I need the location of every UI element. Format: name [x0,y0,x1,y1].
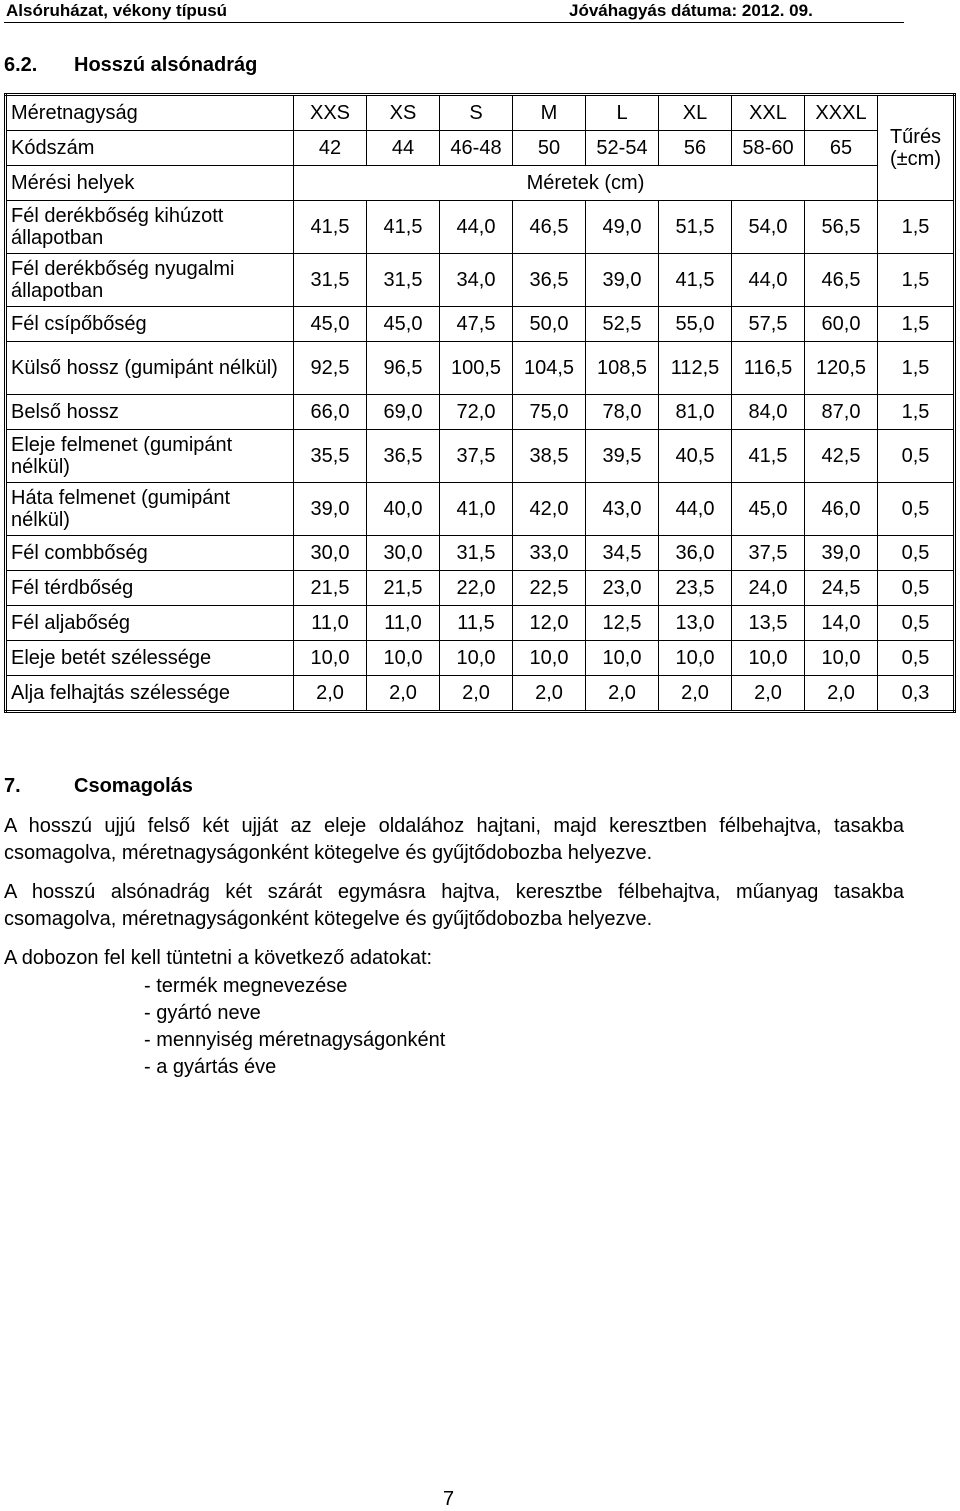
code-cell: 50 [513,131,586,166]
packaging-heading [4,775,193,798]
measurement-value: 78,0 [586,395,659,430]
packaging-title: Csomagolás [74,775,193,797]
code-cell: 52-54 [586,131,659,166]
section-number: 6.2. [4,54,38,76]
measurement-value: 44,0 [440,201,513,254]
tolerance-value: 0,5 [878,641,955,676]
measure-unit: Méretek (cm) [294,166,878,201]
measurement-value: 10,0 [659,641,732,676]
measurement-value: 14,0 [805,606,878,641]
section-title: Hosszú alsónadrág [74,54,258,76]
page-number: 7 [443,1488,455,1510]
measurement-value: 55,0 [659,307,732,342]
measurement-value: 22,0 [440,571,513,606]
measurement-row [6,342,955,395]
measurement-label [6,307,294,342]
measurement-label [6,430,294,483]
measurement-value: 41,5 [732,430,805,483]
measurement-value: 40,0 [367,483,440,536]
measurement-value: 10,0 [732,641,805,676]
measurement-value: 50,0 [513,307,586,342]
measurement-value: 120,5 [805,342,878,395]
measurement-row [6,641,955,676]
measurement-label-text: Eleje betét szélessége [11,646,212,669]
measurement-value: 41,5 [659,254,732,307]
code-cell: 65 [805,131,878,166]
measurement-label [6,676,294,712]
packaging-paragraph-1: A hosszú ujjú felső két ujját az eleje oldalához hajtani, majd keresztben félbehajtva, tasakba csomagolva, méretnagyságonként kötegelve és gyűjtődobozba helyezve. [4,815,904,864]
measurement-value: 45,0 [294,307,367,342]
measurement-value: 54,0 [732,201,805,254]
measurement-value: 46,5 [805,254,878,307]
header-approval-date: Jóváhagyás dátuma: 2012. 09. [569,1,813,20]
measurement-value: 108,5 [586,342,659,395]
size-cell: XXS [294,95,367,131]
measurement-value: 31,5 [367,254,440,307]
measurement-value: 24,5 [805,571,878,606]
measurement-row [6,676,955,712]
measurement-value: 39,0 [805,536,878,571]
measurement-value: 34,0 [440,254,513,307]
packaging-number: 7. [4,775,21,797]
measurement-value: 2,0 [513,676,586,712]
measurement-value: 2,0 [367,676,440,712]
measurement-row [6,571,955,606]
measurement-value: 72,0 [440,395,513,430]
measurement-label-text: Fél aljabőség [11,611,130,634]
measure-header-row [6,166,955,201]
measurement-label-text: Külső hossz (gumipánt nélkül) [11,357,278,379]
tolerance-value: 0,5 [878,571,955,606]
measurement-value: 12,5 [586,606,659,641]
measure-label: Mérési helyek [6,166,294,201]
measurement-row [6,307,955,342]
measurement-value: 38,5 [513,430,586,483]
code-cell: 42 [294,131,367,166]
measurement-label [6,254,294,307]
measurement-value: 39,5 [586,430,659,483]
measurement-value: 41,5 [294,201,367,254]
measurement-value: 44,0 [659,483,732,536]
tolerance-value: 0,5 [878,483,955,536]
measurement-value: 23,5 [659,571,732,606]
measurement-label [6,395,294,430]
size-row [6,95,955,131]
size-table-wrapper [4,93,956,713]
measurement-value: 49,0 [586,201,659,254]
measurement-label-text: Fél csípőbőség [11,312,147,335]
measurement-value: 116,5 [732,342,805,395]
measurement-value: 36,5 [367,430,440,483]
measurement-label [6,342,294,395]
measurement-value: 45,0 [367,307,440,342]
tolerance-value: 0,5 [878,430,955,483]
measurement-value: 44,0 [732,254,805,307]
measurement-label [6,571,294,606]
tolerance-value: 0,3 [878,676,955,712]
measurement-value: 52,5 [586,307,659,342]
measurement-value: 13,5 [732,606,805,641]
code-cell: 44 [367,131,440,166]
measurement-row [6,395,955,430]
code-cell: 58-60 [732,131,805,166]
measurement-value: 30,0 [294,536,367,571]
measurement-value: 41,0 [440,483,513,536]
measurement-row [6,483,955,536]
measurement-value: 39,0 [586,254,659,307]
measurement-value: 39,0 [294,483,367,536]
list-item: - termék megnevezése [144,975,348,997]
measurement-label [6,606,294,641]
measurement-value: 33,0 [513,536,586,571]
measurement-row [6,430,955,483]
size-cell: XL [659,95,732,131]
measurement-value: 100,5 [440,342,513,395]
measurement-value: 84,0 [732,395,805,430]
measurement-value: 60,0 [805,307,878,342]
list-item: - mennyiség méretnagyságonként [144,1029,446,1051]
measurement-value: 37,5 [732,536,805,571]
measurement-label-text: Fél combbőség [11,541,148,564]
measurement-label-text: Háta felmenet (gumipánt nélkül) [11,487,231,531]
measurement-value: 11,0 [367,606,440,641]
measurement-label-text: Eleje felmenet (gumipánt nélkül) [11,434,233,478]
size-cell: XXL [732,95,805,131]
measurement-value: 69,0 [367,395,440,430]
measurement-row [6,201,955,254]
measurement-value: 96,5 [367,342,440,395]
measurement-label-text: Fél derékbőség kihúzott állapotban [11,205,224,249]
measurement-value: 10,0 [805,641,878,676]
measurement-value: 46,0 [805,483,878,536]
measurement-value: 2,0 [586,676,659,712]
measurement-value: 10,0 [513,641,586,676]
measurement-value: 47,5 [440,307,513,342]
measurement-value: 51,5 [659,201,732,254]
measurement-value: 2,0 [294,676,367,712]
measurement-value: 31,5 [294,254,367,307]
measurement-value: 11,5 [440,606,513,641]
list-item: - a gyártás éve [144,1056,277,1078]
measurement-value: 43,0 [586,483,659,536]
measurement-value: 10,0 [294,641,367,676]
measurement-value: 2,0 [805,676,878,712]
tolerance-value: 1,5 [878,395,955,430]
measurement-value: 41,5 [367,201,440,254]
code-row [6,131,955,166]
measurement-value: 56,5 [805,201,878,254]
measurement-value: 92,5 [294,342,367,395]
measurement-value: 10,0 [586,641,659,676]
measurement-label [6,536,294,571]
size-table [4,93,956,713]
measurement-label-text: Fél térdbőség [11,576,134,599]
measurement-value: 12,0 [513,606,586,641]
measurement-value: 11,0 [294,606,367,641]
measurement-label [6,483,294,536]
measurement-label [6,201,294,254]
measurement-value: 31,5 [440,536,513,571]
measurement-value: 10,0 [440,641,513,676]
list-item: - gyártó neve [144,1002,261,1024]
section-heading [4,54,257,77]
measurement-value: 21,5 [294,571,367,606]
measurement-value: 112,5 [659,342,732,395]
measurement-value: 87,0 [805,395,878,430]
packaging-paragraph-3: A dobozon fel kell tüntetni a következő adatokat: [4,947,433,969]
measurement-value: 57,5 [732,307,805,342]
header-title: Alsóruházat, vékony típusú [6,1,228,20]
measurement-value: 13,0 [659,606,732,641]
tolerance-value: 1,5 [878,254,955,307]
measurement-row [6,606,955,641]
measurement-label-text: Belső hossz [11,400,119,423]
code-cell: 46-48 [440,131,513,166]
measurement-label-text: Fél derékbőség nyugalmi állapotban [11,258,235,302]
page-header [4,0,904,23]
tolerance-value: 0,5 [878,536,955,571]
measurement-value: 104,5 [513,342,586,395]
measurement-value: 42,0 [513,483,586,536]
measurement-value: 36,5 [513,254,586,307]
code-cell: 56 [659,131,732,166]
measurement-value: 45,0 [732,483,805,536]
measurement-value: 35,5 [294,430,367,483]
measurement-row [6,254,955,307]
size-cell: S [440,95,513,131]
measurement-value: 2,0 [659,676,732,712]
size-cell: M [513,95,586,131]
tolerance-value: 0,5 [878,606,955,641]
measurement-value: 75,0 [513,395,586,430]
label-list [144,973,445,1081]
measurement-value: 37,5 [440,430,513,483]
measurement-value: 40,5 [659,430,732,483]
measurement-value: 23,0 [586,571,659,606]
size-cell: L [586,95,659,131]
tolerance-value: 1,5 [878,201,955,254]
measurement-value: 21,5 [367,571,440,606]
measurement-value: 2,0 [732,676,805,712]
measurement-value: 22,5 [513,571,586,606]
measurement-value: 46,5 [513,201,586,254]
measurement-value: 66,0 [294,395,367,430]
tolerance-value: 1,5 [878,342,955,395]
measurement-value: 2,0 [440,676,513,712]
size-cell: XS [367,95,440,131]
measurement-row [6,536,955,571]
measurement-value: 34,5 [586,536,659,571]
measurement-value: 42,5 [805,430,878,483]
measurement-value: 24,0 [732,571,805,606]
tolerance-value: 1,5 [878,307,955,342]
tolerance-header: Tűrés (±cm) [878,95,955,201]
code-label: Kódszám [6,131,294,166]
measurement-label-text: Alja felhajtás szélessége [11,681,231,704]
measurement-value: 30,0 [367,536,440,571]
size-label: Méretnagyság [6,95,294,131]
measurement-value: 36,0 [659,536,732,571]
size-cell: XXXL [805,95,878,131]
measurement-value: 10,0 [367,641,440,676]
measurement-value: 81,0 [659,395,732,430]
packaging-paragraph-2: A hosszú alsónadrág két szárát egymásra hajtva, keresztbe félbehajtva, műanyag tasakba csomagolva, méretnagyságonként kötegelve és gyűjtődobozba helyezve. [4,881,904,930]
measurement-label [6,641,294,676]
